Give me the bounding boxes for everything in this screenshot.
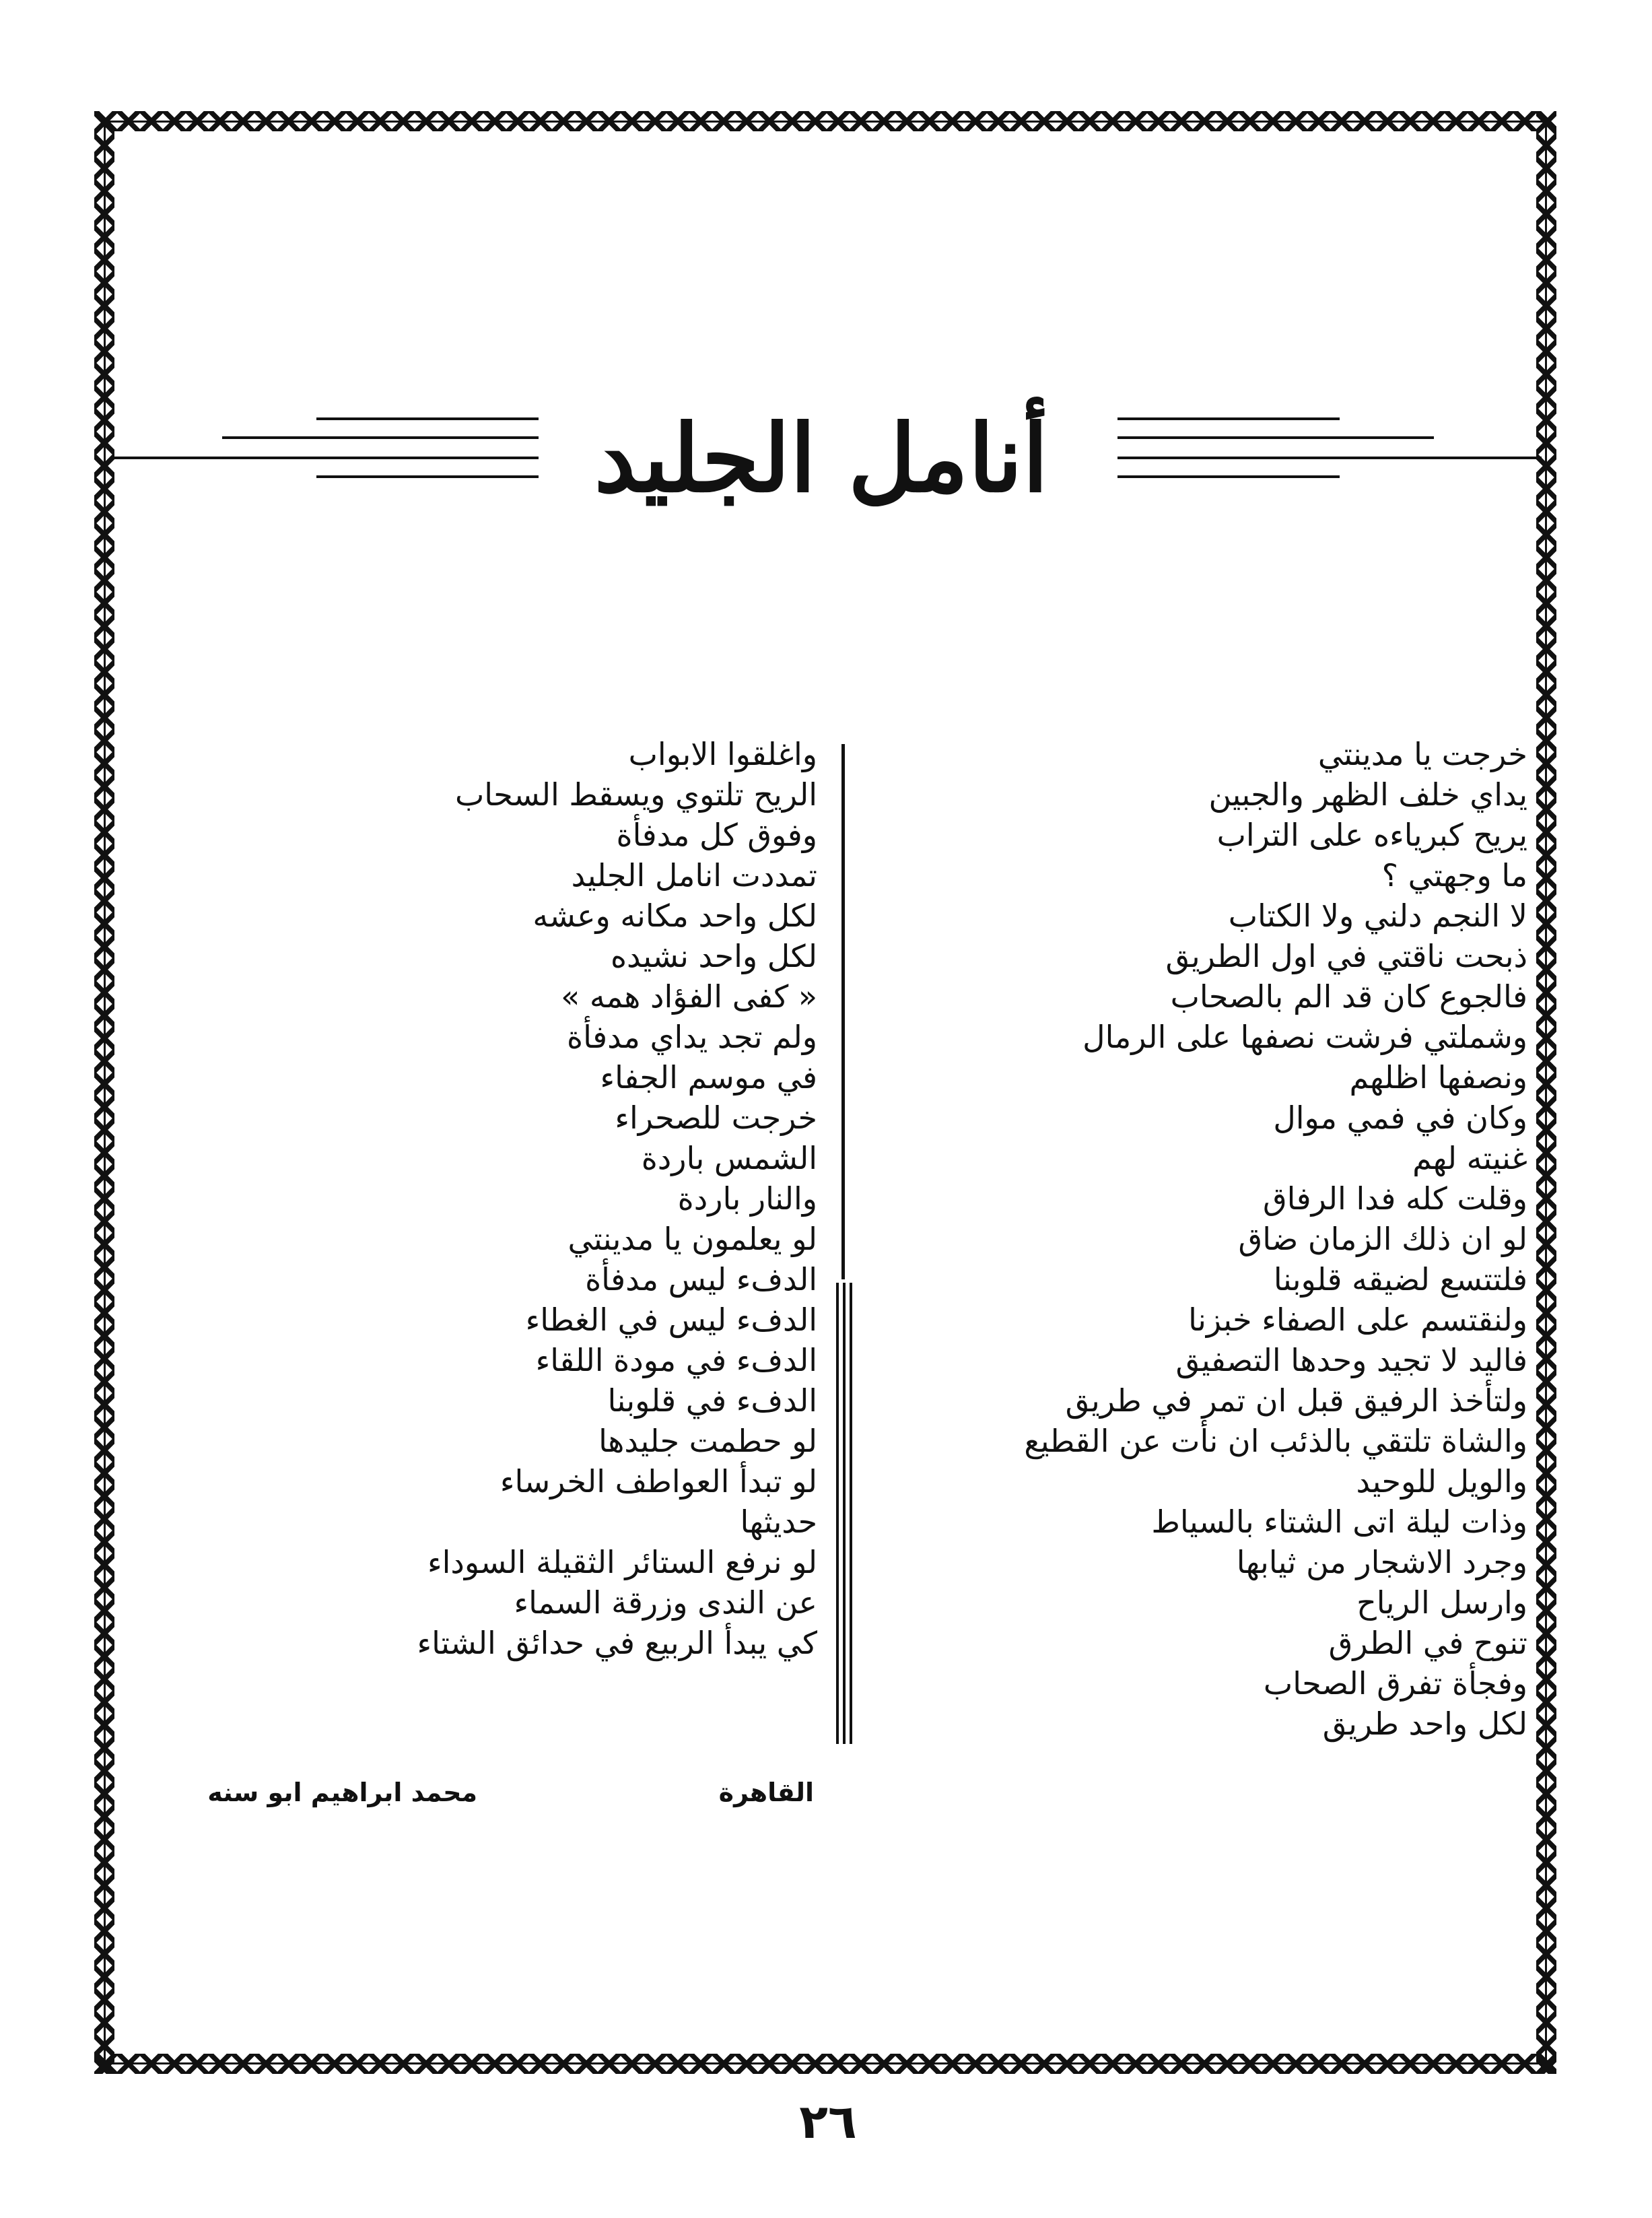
poem-line: لو ان ذلك الزمان ضاق [1238,1221,1527,1257]
poem-line: خرجت للصحراء [615,1100,817,1136]
poem-line: فاليد لا تجيد وحدها التصفيق [1175,1342,1527,1378]
poem-line: كي يبدأ الربيع في حدائق الشتاء [417,1625,817,1661]
poem-line: وكان في فمي موال [1273,1100,1527,1136]
poem-line: وشملتي فرشت نصفها على الرمال [1082,1019,1527,1055]
column-divider-lower-1 [836,1283,839,1744]
poem-line: ذبحت ناقتي في اول الطريق [1165,938,1527,974]
poem-line: لو تبدأ العواطف الخرساء [500,1463,817,1500]
poem-line: وذات ليلة اتى الشتاء بالسياط [1151,1504,1527,1540]
column-divider-lower-3 [850,1283,852,1744]
poem-line: لكل واحد مكانه وعشه [532,898,817,934]
poem-line: « كفى الفؤاد همه » [561,978,817,1015]
poem-line: غنيته لهم [1412,1140,1527,1176]
poem-line: يريح كبرياءه على التراب [1216,817,1527,853]
poem-line: تمددت انامل الجليد [571,857,817,894]
poem-line: وفوق كل مدفأة [616,817,817,853]
poem-line: عن الندى وزرقة السماء [514,1584,817,1621]
poem-line: الريح تلتوي ويسقط السحاب [454,776,817,813]
poem-line: وجرد الاشجار من ثيابها [1236,1544,1527,1580]
poem-line: فالجوع كان قد الم بالصحاب [1170,978,1527,1015]
title-rule-right [1111,417,1555,485]
poem-line: في موسم الجفاء [600,1059,817,1096]
poem-line: وارسل الرياح [1356,1584,1527,1621]
poem-line: الدفء ليس مدفأة [585,1261,817,1298]
poem-line: ولنقتسم على الصفاء خبزنا [1188,1302,1527,1338]
title-rule-left [114,417,559,485]
poem-line: الدفء ليس في الغطاء [525,1302,817,1338]
poem-line: لو يعلمون يا مدينتي [567,1221,817,1257]
page-number: ٢٦ [799,2094,857,2149]
column-divider-upper [841,744,845,1279]
poem-line: حديثها [740,1504,817,1540]
poem-line: الدفء في قلوبنا [607,1382,817,1419]
poem-line: الدفء في مودة اللقاء [535,1342,817,1378]
page-title: أنامل الجليد [594,403,1049,513]
poem-line: واغلقوا الابواب [628,736,817,772]
poem-line: وقلت كله فدا الرفاق [1262,1180,1527,1217]
poem-line: لكل واحد طريق [1322,1706,1527,1742]
poem-line: ما وجهتي ؟ [1381,857,1527,894]
poem-line: لو نرفع الستائر الثقيلة السوداء [427,1544,817,1580]
poem-line: لا النجم دلني ولا الكتاب [1228,898,1527,934]
signature-place: القاهرة [718,1778,814,1807]
poem-line: وفجأة تفرق الصحاب [1263,1665,1527,1702]
poem-column-right [854,734,1527,1744]
poem-line: ونصفها اظلهم [1349,1059,1527,1096]
poem-line: فلتتسع لضيقه قلوبنا [1273,1261,1527,1298]
poem-line: والشاة تلتقي بالذئب ان نأت عن القطيع [1024,1423,1527,1459]
column-divider-lower-2 [843,1283,846,1744]
poem-column-left [144,734,817,1663]
poem-line: خرجت يا مدينتي [1317,736,1527,772]
poem-line: ولم تجد يداي مدفأة [567,1019,817,1055]
poem-line: لكل واحد نشيده [610,938,817,974]
poem-line: يداي خلف الظهر والجبين [1208,776,1527,813]
poem-line: والويل للوحيد [1356,1463,1527,1500]
signature-author: محمد ابراهيم ابو سنه [207,1778,477,1807]
poem-line: والنار باردة [677,1180,817,1217]
poem-line: تنوح في الطرق [1328,1625,1527,1661]
poem-line: لو حطمت جليدها [598,1423,817,1459]
poem-line: الشمس باردة [641,1140,817,1176]
poem-line: ولتأخذ الرفيق قبل ان تمر في طريق [1065,1382,1527,1419]
